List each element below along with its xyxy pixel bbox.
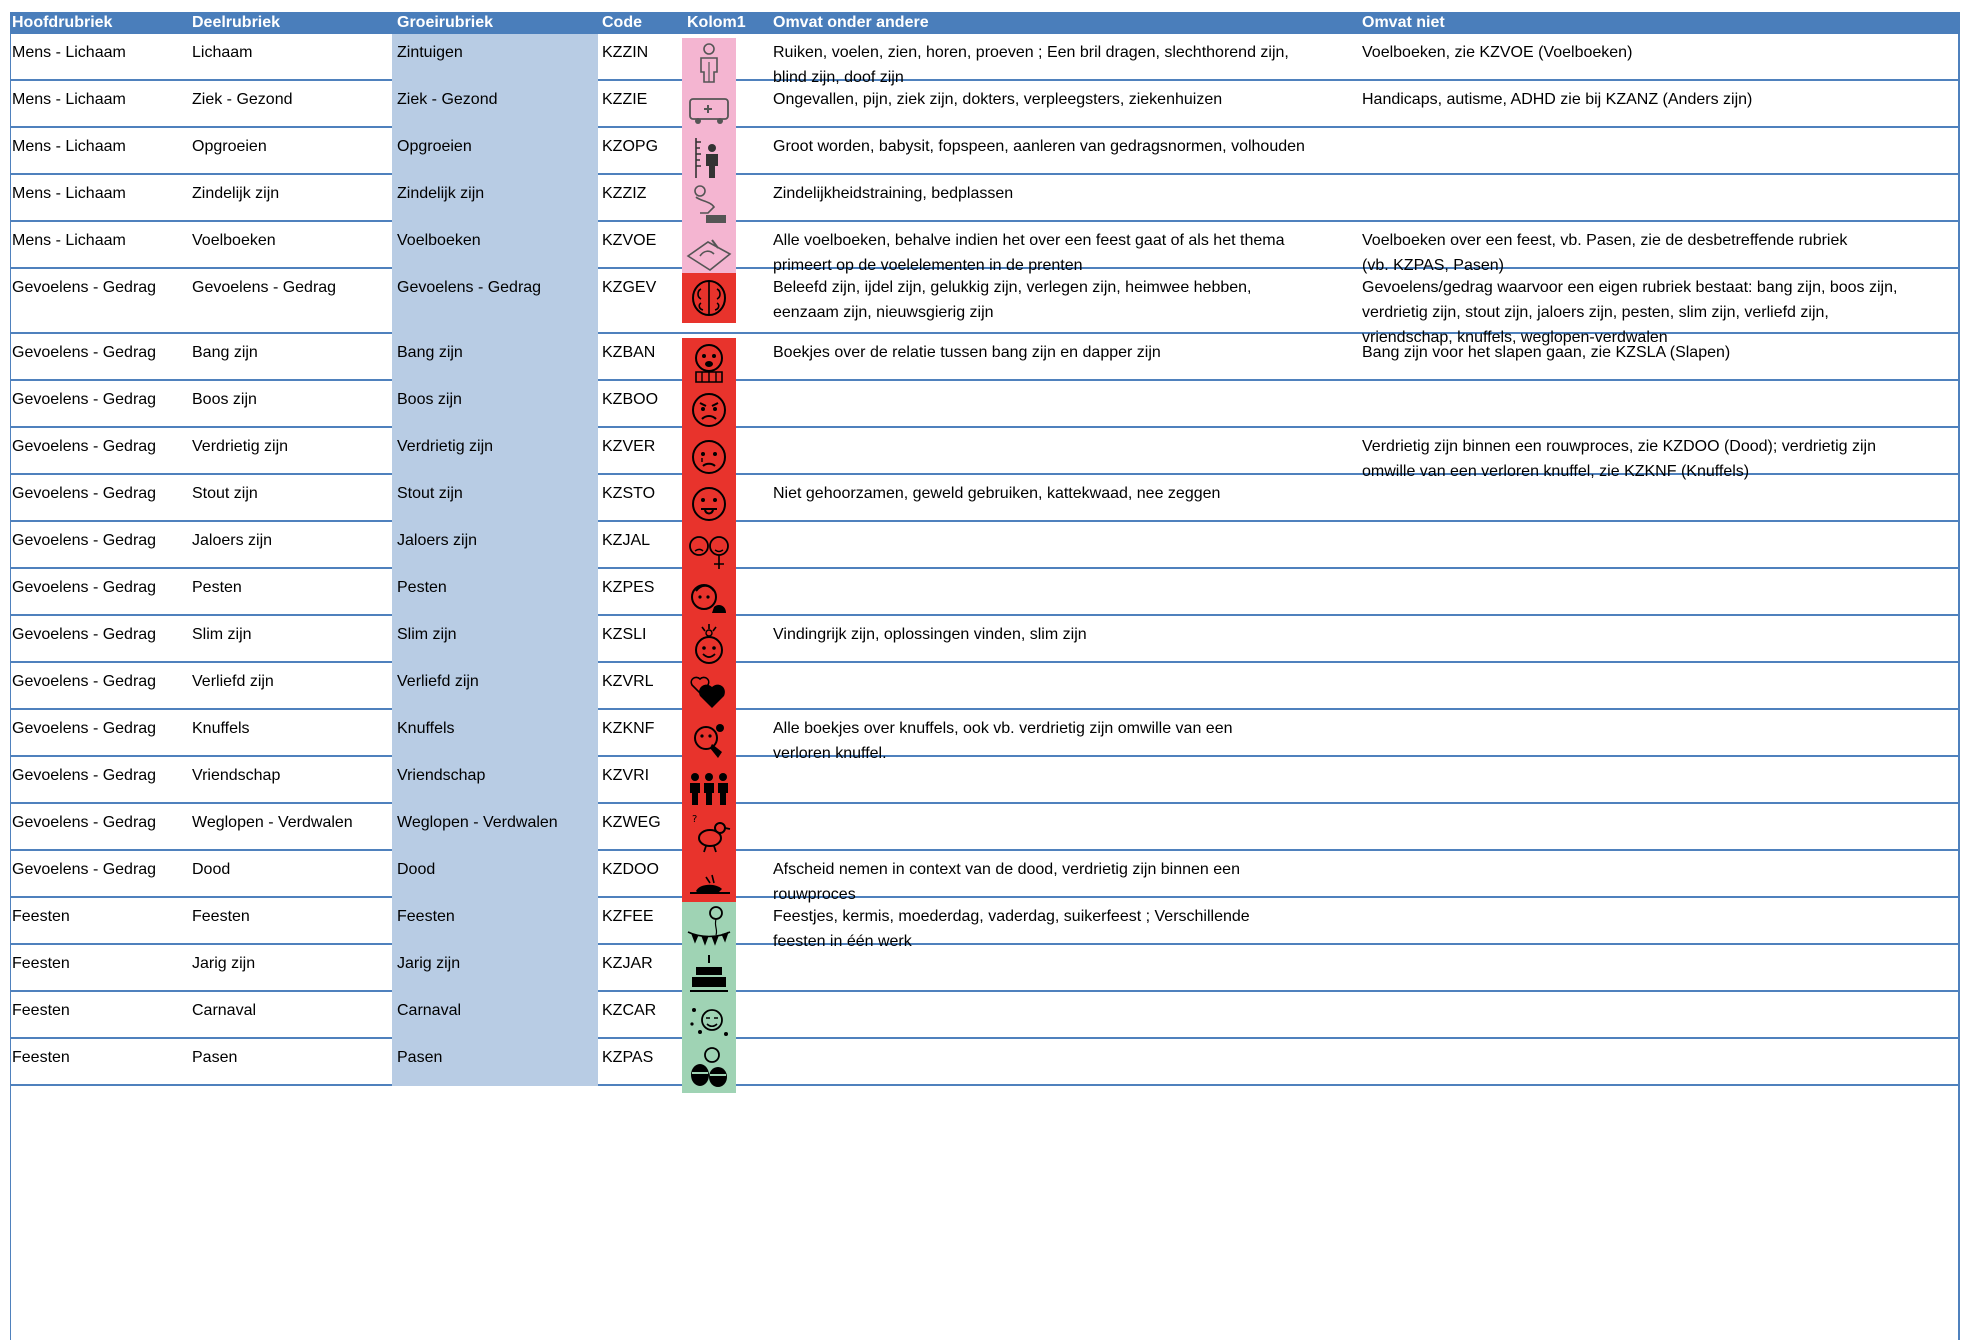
- cell-hoofdrubriek[interactable]: Gevoelens - Gedrag: [12, 532, 157, 549]
- cell-code[interactable]: KZWEG: [602, 814, 661, 831]
- cell-omvat-line: primeert op de voelelementen in de prenten: [773, 257, 1083, 274]
- cell-omvat-niet-line: omwille van een verloren knuffel, zie KZKNF (Knuffels): [1362, 463, 1750, 480]
- cell-omvat-niet-line: (vb. KZPAS, Pasen): [1362, 257, 1504, 274]
- cell-hoofdrubriek[interactable]: Feesten: [12, 908, 70, 925]
- table-row: [10, 569, 1960, 616]
- cell-code[interactable]: KZOPG: [602, 138, 659, 155]
- cell-omvat-niet[interactable]: [1362, 340, 1730, 365]
- cell-hoofdrubriek[interactable]: Gevoelens - Gedrag: [12, 814, 157, 831]
- cell-deelrubriek[interactable]: Jaloers zijn: [192, 532, 273, 549]
- cell-omvat-line: blind zijn, doof zijn: [773, 69, 904, 86]
- cell-groeirubriek[interactable]: Ziek - Gezond: [397, 91, 498, 108]
- cell-groeirubriek[interactable]: Vriendschap: [397, 767, 486, 784]
- cell-code[interactable]: KZVER: [602, 438, 656, 455]
- cell-groeirubriek[interactable]: Gevoelens - Gedrag: [397, 279, 542, 296]
- table-row: [10, 710, 1960, 762]
- cell-code[interactable]: KZSTO: [602, 485, 656, 502]
- table-row: [10, 475, 1960, 522]
- cell-groeirubriek[interactable]: Carnaval: [397, 1002, 462, 1019]
- cell-omvat-niet[interactable]: [1362, 87, 1752, 112]
- cell-groeirubriek[interactable]: Dood: [397, 861, 436, 878]
- cell-omvat-niet-line: Bang zijn voor het slapen gaan, zie KZSLA (Slapen): [1362, 344, 1731, 361]
- cell-code[interactable]: KZSLI: [602, 626, 647, 643]
- cell-groeirubriek[interactable]: Jarig zijn: [397, 955, 461, 972]
- cell-deelrubriek[interactable]: Boos zijn: [192, 391, 257, 408]
- cell-groeirubriek[interactable]: Knuffels: [397, 720, 455, 737]
- table-row: [10, 898, 1960, 950]
- table-row: [10, 381, 1960, 428]
- cell-omvat-niet-line: vriendschap, knuffels, weglopen-verdwalen: [1362, 329, 1668, 346]
- cell-deelrubriek[interactable]: Vriendschap: [192, 767, 281, 784]
- cell-omvat-line: Vindingrijk zijn, oplossingen vinden, slim zijn: [773, 626, 1087, 643]
- table-row: [10, 663, 1960, 710]
- cell-deelrubriek[interactable]: Voelboeken: [192, 232, 276, 249]
- table-row: [10, 81, 1960, 128]
- cell-groeirubriek[interactable]: Zintuigen: [397, 44, 463, 61]
- cell-hoofdrubriek[interactable]: Gevoelens - Gedrag: [12, 485, 157, 502]
- cell-hoofdrubriek[interactable]: Feesten: [12, 1002, 70, 1019]
- cell-omvat-niet-line: verdrietig zijn, stout zijn, jaloers zijn, pesten, slim zijn, verliefd zijn,: [1362, 304, 1829, 321]
- cell-hoofdrubriek[interactable]: Mens - Lichaam: [12, 138, 126, 155]
- cell-deelrubriek[interactable]: Verdrietig zijn: [192, 438, 289, 455]
- cell-groeirubriek[interactable]: Slim zijn: [397, 626, 457, 643]
- cell-omvat-line: Groot worden, babysit, fopspeen, aanleren van gedragsnormen, volhouden: [773, 138, 1305, 155]
- cell-deelrubriek[interactable]: Knuffels: [192, 720, 250, 737]
- cell-hoofdrubriek[interactable]: Gevoelens - Gedrag: [12, 767, 157, 784]
- cell-hoofdrubriek[interactable]: Mens - Lichaam: [12, 44, 126, 61]
- table-row: [10, 175, 1960, 222]
- cell-groeirubriek[interactable]: Opgroeien: [397, 138, 472, 155]
- cell-omvat[interactable]: [773, 134, 1305, 159]
- cell-hoofdrubriek[interactable]: Gevoelens - Gedrag: [12, 861, 157, 878]
- cell-hoofdrubriek[interactable]: Mens - Lichaam: [12, 232, 126, 249]
- cell-code[interactable]: KZPES: [602, 579, 655, 596]
- cell-omvat-line: Afscheid nemen in context van de dood, verdrietig zijn binnen een: [773, 861, 1240, 878]
- cell-groeirubriek[interactable]: Verdrietig zijn: [397, 438, 494, 455]
- cell-hoofdrubriek[interactable]: Gevoelens - Gedrag: [12, 344, 157, 361]
- header-code[interactable]: Code: [602, 14, 642, 31]
- header-groeirubriek[interactable]: Groeirubriek: [397, 14, 494, 31]
- table-row: [10, 522, 1960, 569]
- cell-omvat[interactable]: [773, 181, 1013, 206]
- cell-deelrubriek[interactable]: Pesten: [192, 579, 242, 596]
- header-omvat-niet[interactable]: Omvat niet: [1362, 14, 1445, 31]
- svg-text:?: ?: [692, 814, 698, 825]
- cell-omvat-line: verloren knuffel.: [773, 745, 887, 762]
- cell-groeirubriek[interactable]: Stout zijn: [397, 485, 463, 502]
- cell-code[interactable]: KZJAL: [602, 532, 651, 549]
- cell-groeirubriek[interactable]: Boos zijn: [397, 391, 462, 408]
- cell-omvat[interactable]: [773, 622, 1087, 647]
- easter-eggs-icon: [682, 1043, 736, 1093]
- cell-deelrubriek[interactable]: Carnaval: [192, 1002, 257, 1019]
- cell-code[interactable]: KZVOE: [602, 232, 657, 249]
- brain-icon: [682, 273, 736, 323]
- cell-code[interactable]: KZPAS: [602, 1049, 654, 1066]
- cell-omvat-line: Alle boekjes over knuffels, ook vb. verdrietig zijn omwille van een: [773, 720, 1233, 737]
- cell-hoofdrubriek[interactable]: Gevoelens - Gedrag: [12, 673, 157, 690]
- table-row: [10, 128, 1960, 175]
- cell-code[interactable]: KZJAR: [602, 955, 653, 972]
- cell-deelrubriek[interactable]: Opgroeien: [192, 138, 267, 155]
- cell-omvat-line: eenzaam zijn, nieuwsgierig zijn: [773, 304, 994, 321]
- cell-code[interactable]: KZZIZ: [602, 185, 647, 202]
- cell-hoofdrubriek[interactable]: Gevoelens - Gedrag: [12, 279, 157, 296]
- cell-deelrubriek[interactable]: Verliefd zijn: [192, 673, 274, 690]
- table-row: [10, 851, 1960, 903]
- cell-groeirubriek[interactable]: Pasen: [397, 1049, 443, 1066]
- cell-code[interactable]: KZBOO: [602, 391, 659, 408]
- cell-deelrubriek[interactable]: Gevoelens - Gedrag: [192, 279, 337, 296]
- cell-omvat[interactable]: [773, 275, 1252, 325]
- cell-hoofdrubriek[interactable]: Feesten: [12, 955, 70, 972]
- cell-hoofdrubriek[interactable]: Feesten: [12, 1049, 70, 1066]
- cell-code[interactable]: KZGEV: [602, 279, 657, 296]
- cell-code[interactable]: KZCAR: [602, 1002, 657, 1019]
- cell-deelrubriek[interactable]: Ziek - Gezond: [192, 91, 293, 108]
- cell-hoofdrubriek[interactable]: Gevoelens - Gedrag: [12, 438, 157, 455]
- cell-omvat-line: Zindelijkheidstraining, bedplassen: [773, 185, 1014, 202]
- cell-hoofdrubriek[interactable]: Mens - Lichaam: [12, 185, 126, 202]
- header-hoofdrubriek[interactable]: Hoofdrubriek: [12, 14, 113, 31]
- cell-groeirubriek[interactable]: Feesten: [397, 908, 455, 925]
- cell-omvat-line: feesten in één werk: [773, 933, 912, 950]
- cell-code[interactable]: KZBAN: [602, 344, 656, 361]
- cell-omvat[interactable]: [773, 340, 1161, 365]
- cell-code[interactable]: KZKNF: [602, 720, 655, 737]
- cell-code[interactable]: KZDOO: [602, 861, 659, 878]
- table-row: [10, 804, 1960, 851]
- cell-deelrubriek[interactable]: Pasen: [192, 1049, 238, 1066]
- table-row: [10, 428, 1960, 480]
- cell-groeirubriek[interactable]: Voelboeken: [397, 232, 481, 249]
- cell-deelrubriek[interactable]: Dood: [192, 861, 231, 878]
- cell-deelrubriek[interactable]: Lichaam: [192, 44, 253, 61]
- cell-omvat-line: Alle voelboeken, behalve indien het over een feest gaat of als het thema: [773, 232, 1285, 249]
- cell-omvat-niet-line: Verdrietig zijn binnen een rouwproces, zie KZDOO (Dood); verdrietig zijn: [1362, 438, 1877, 455]
- table-row: [10, 1039, 1960, 1086]
- cell-groeirubriek[interactable]: Pesten: [397, 579, 447, 596]
- cell-omvat-niet-line: Handicaps, autisme, ADHD zie bij KZANZ (Anders zijn): [1362, 91, 1753, 108]
- cell-groeirubriek[interactable]: Verliefd zijn: [397, 673, 479, 690]
- cell-omvat-line: Boekjes over de relatie tussen bang zijn en dapper zijn: [773, 344, 1161, 361]
- cell-hoofdrubriek[interactable]: Mens - Lichaam: [12, 91, 126, 108]
- cell-omvat-niet-line: Gevoelens/gedrag waarvoor een eigen rubriek bestaat: bang zijn, boos zijn,: [1362, 279, 1898, 296]
- cell-code[interactable]: KZVRL: [602, 673, 654, 690]
- header-row: [10, 12, 1960, 34]
- cell-hoofdrubriek[interactable]: Gevoelens - Gedrag: [12, 579, 157, 596]
- cell-omvat-niet-line: Voelboeken over een feest, vb. Pasen, zie de desbetreffende rubriek: [1362, 232, 1848, 249]
- cell-code[interactable]: KZFEE: [602, 908, 654, 925]
- cell-omvat-niet[interactable]: [1362, 40, 1632, 65]
- table-row: [10, 34, 1960, 86]
- cell-groeirubriek[interactable]: Jaloers zijn: [397, 532, 478, 549]
- cell-code[interactable]: KZVRI: [602, 767, 650, 784]
- cell-groeirubriek[interactable]: Weglopen - Verdwalen: [397, 814, 558, 831]
- table-body: [10, 34, 1960, 1086]
- header-kolom1[interactable]: Kolom1: [687, 14, 746, 31]
- cell-omvat-line: Ongevallen, pijn, ziek zijn, dokters, verpleegsters, ziekenhuizen: [773, 91, 1223, 108]
- cell-omvat[interactable]: [773, 481, 1220, 506]
- cell-deelrubriek[interactable]: Slim zijn: [192, 626, 252, 643]
- header-omvat[interactable]: Omvat onder andere: [773, 14, 929, 31]
- table-row: [10, 334, 1960, 381]
- cell-groeirubriek[interactable]: Zindelijk zijn: [397, 185, 485, 202]
- cell-omvat-line: Niet gehoorzamen, geweld gebruiken, kattekwaad, nee zeggen: [773, 485, 1221, 502]
- cell-omvat-niet-line: Voelboeken, zie KZVOE (Voelboeken): [1362, 44, 1633, 61]
- cell-groeirubriek[interactable]: Bang zijn: [397, 344, 463, 361]
- table-row: [10, 945, 1960, 992]
- header-deelrubriek[interactable]: Deelrubriek: [192, 14, 281, 31]
- cell-deelrubriek[interactable]: Stout zijn: [192, 485, 258, 502]
- table-row: [10, 757, 1960, 804]
- cell-omvat-line: Feestjes, kermis, moederdag, vaderdag, suikerfeest ; Verschillende: [773, 908, 1250, 925]
- table-row: [10, 269, 1960, 346]
- table-row: [10, 616, 1960, 663]
- cell-omvat-line: rouwproces: [773, 886, 856, 903]
- cell-omvat[interactable]: [773, 87, 1222, 112]
- cell-deelrubriek[interactable]: Bang zijn: [192, 344, 258, 361]
- cell-deelrubriek[interactable]: Weglopen - Verdwalen: [192, 814, 353, 831]
- cell-hoofdrubriek[interactable]: Gevoelens - Gedrag: [12, 391, 157, 408]
- cell-deelrubriek[interactable]: Jarig zijn: [192, 955, 256, 972]
- cell-omvat-line: Beleefd zijn, ijdel zijn, gelukkig zijn, verlegen zijn, heimwee hebben,: [773, 279, 1252, 296]
- cell-omvat-line: Ruiken, voelen, zien, horen, proeven ; Een bril dragen, slechthorend zijn,: [773, 44, 1289, 61]
- spreadsheet-table: [10, 12, 1960, 1086]
- cell-code[interactable]: KZZIN: [602, 44, 649, 61]
- cell-hoofdrubriek[interactable]: Gevoelens - Gedrag: [12, 626, 157, 643]
- cell-deelrubriek[interactable]: Zindelijk zijn: [192, 185, 280, 202]
- cell-deelrubriek[interactable]: Feesten: [192, 908, 250, 925]
- cell-code[interactable]: KZZIE: [602, 91, 648, 108]
- table-row: [10, 992, 1960, 1039]
- table-row: [10, 222, 1960, 274]
- cell-hoofdrubriek[interactable]: Gevoelens - Gedrag: [12, 720, 157, 737]
